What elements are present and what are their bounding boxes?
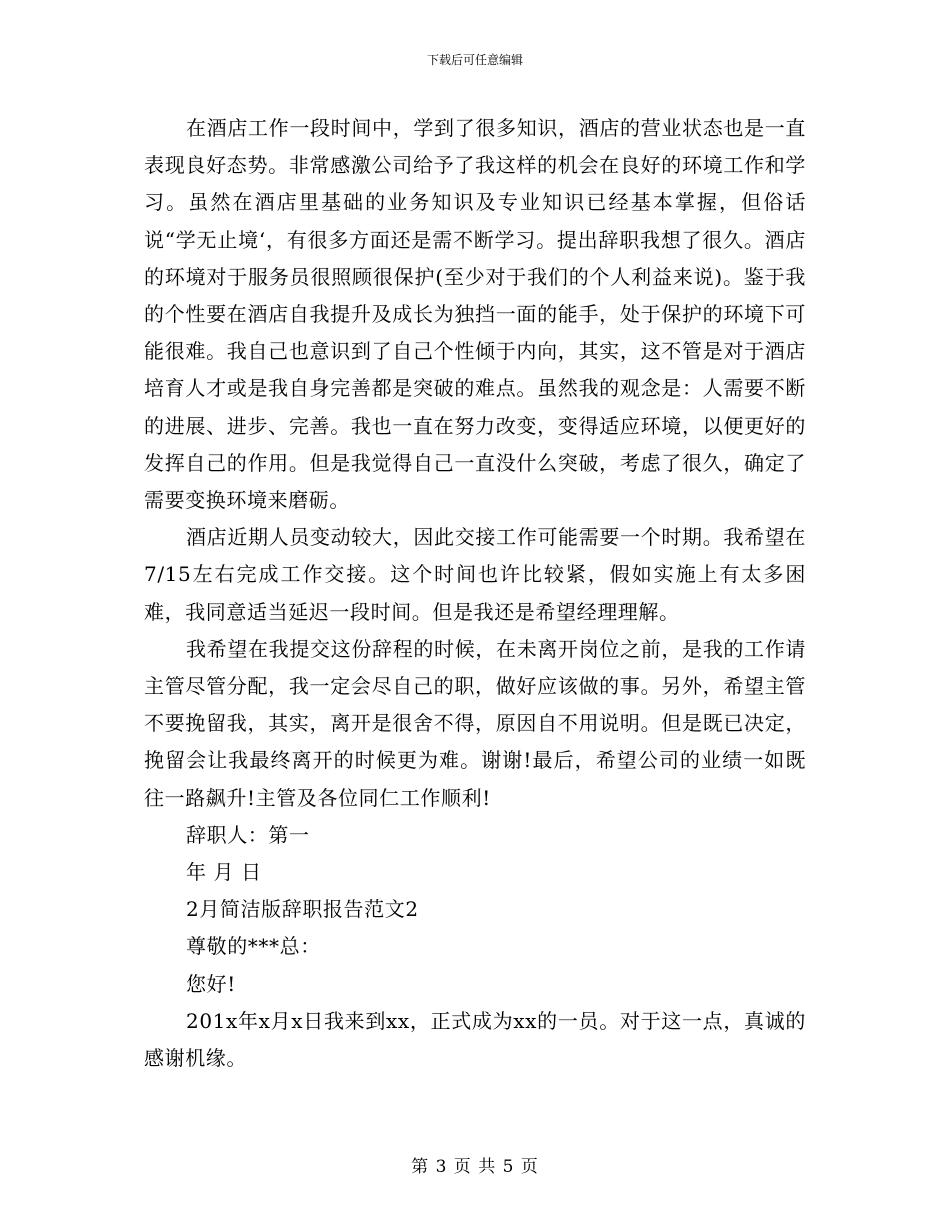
- salutation: 尊敬的***总：: [186, 934, 321, 959]
- date-line: 年 月 日: [186, 860, 262, 885]
- page-header: 下载后可任意编辑: [426, 53, 523, 67]
- section-title: 2月简洁版辞职报告范文2: [186, 897, 419, 922]
- paragraph-handover: 酒店近期人员变动较大，因此交接工作可能需要一个时期。我希望在7/15左右完成工作交接。这个时间也许比较紧，假如实施上有太多困难，我同意适当延迟一段时间。但是我还是希望经理理解。: [144, 525, 806, 624]
- greeting: 您好!: [186, 971, 236, 996]
- paragraph-joining: 201x年x月x日我来到xx，正式成为xx的一员。对于这一点，真诚的感谢机缘。: [144, 1008, 806, 1071]
- paragraph-hotel-experience: 在酒店工作一段时间中，学到了很多知识，酒店的营业状态也是一直表现良好态势。非常感激公司给予了我这样的机会在良好的环境工作和学习。虽然在酒店里基础的业务知识及专业知识已经基本掌握，但俗话说“学无止境‘，有很多方面还是需不断学习。提出辞职我想了很久。酒店的环境对于服务员很照顾很保护(至少对于我们的个人利益来说)。鉴于我的个性要在酒店自我提升及成长为独挡一面的能手，处于保护的环境下可能很难。我自己也意识到了自己个性倾于内向，其实，这不管是对于酒店培育人才或是我自身完善都是突破的难点。虽然我的观念是：人需要不断的进展、进步、完善。我也一直在努力改变，变得适应环境，以便更好的发挥自己的作用。但是我觉得自己一直没什么突破，考虑了很久，确定了需要变换环境来磨砺。: [144, 116, 806, 513]
- page-footer: 第 3 页 共 5 页: [411, 1157, 539, 1177]
- paragraph-closing-wishes: 我希望在我提交这份辞程的时候，在未离开岗位之前，是我的工作请主管尽管分配，我一定会尽自己的职，做好应该做的事。另外，希望主管不要挽留我，其实，离开是很舍不得，原因自不用说明。但是既已决定，挽留会让我最终离开的时候更为难。谢谢!最后，希望公司的业绩一如既往一路飙升!主管及各位同仁工作顺利!: [144, 636, 806, 810]
- document-body: [144, 110, 806, 1077]
- signature-line: 辞职人：第一: [186, 822, 310, 847]
